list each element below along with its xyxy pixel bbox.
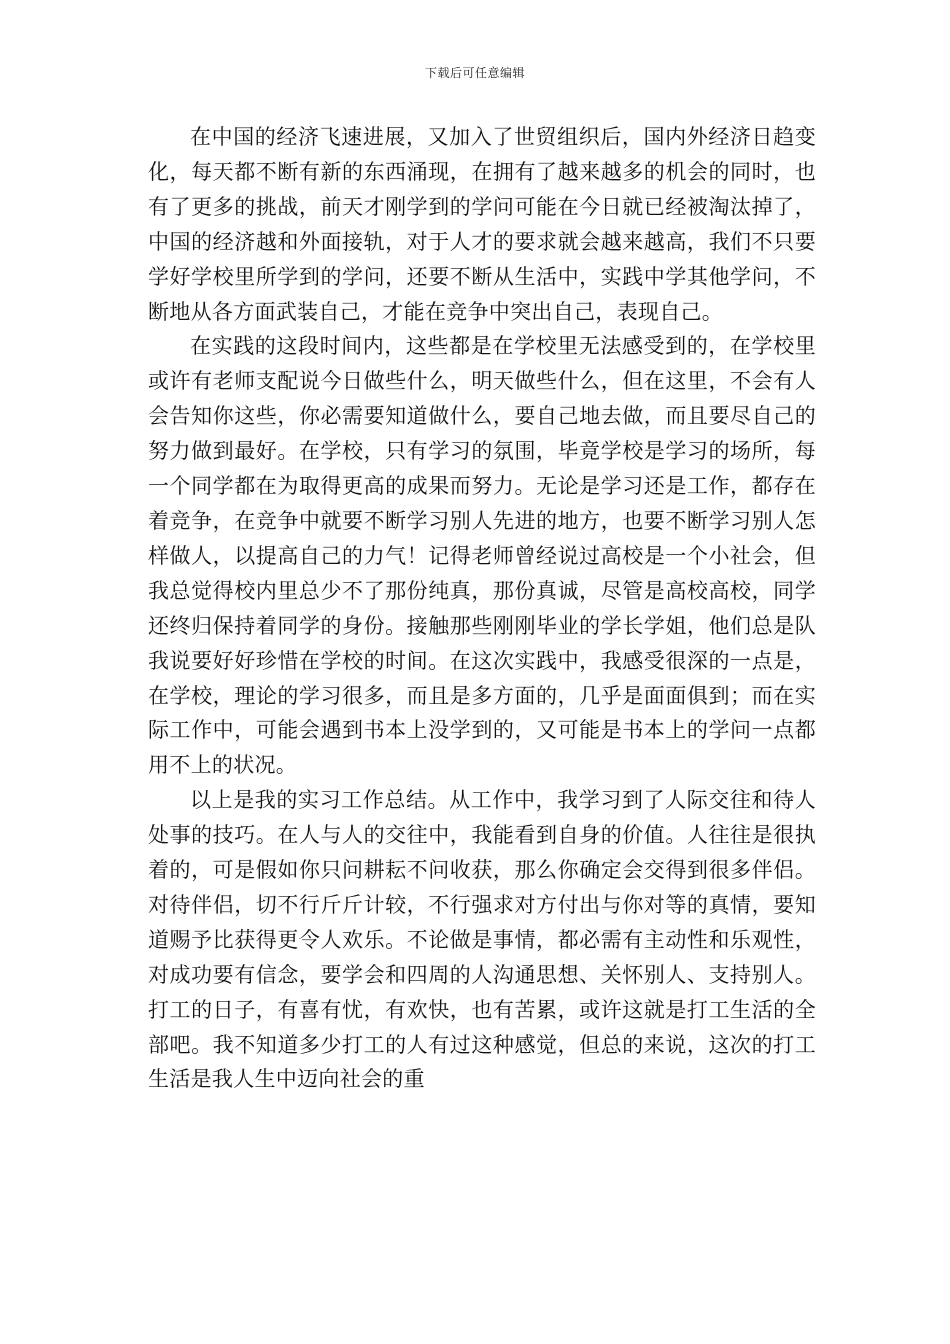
paragraph-2: 在实践的这段时间内，这些都是在学校里无法感受到的，在学校里或许有老师支配说今日做些什么，明天做些什么，但在这里，不会有人会告知你这些，你必需要知道做什么，要自己地去做，而且要尽自己的努力做到最好。在学校，只有学习的氛围，毕竟学校是学习的场所，每一个同学都在为取得更高的成果而努力。无论是学习还是工作，都存在着竞争，在竞争中就要不断学习别人先进的地方，也要不断学习别人怎样做人，以提高自己的力气！记得老师曾经说过高校是一个小社会，但我总觉得校内里总少不了那份纯真，那份真诚，尽管是高校高校，同学还终归保持着同学的身份。接触那些刚刚毕业的学长学姐，他们总是队我说要好好珍惜在学校的时间。在这次实践中，我感受很深的一点是，在学校，理论的学习很多，而且是多方面的，几乎是面面俱到；而在实际工作中，可能会遇到书本上没学到的，又可能是书本上的学问一点都用不上的状况。	[148, 334, 816, 778]
paragraph-3: 以上是我的实习工作总结。从工作中，我学习到了人际交往和待人处事的技巧。在人与人的交往中，我能看到自身的价值。人往往是很执着的，可是假如你只问耕耘不问收获，那么你确定会交得到很多伴侣。对待伴侣，切不行斤斤计较，不行强求对方付出与你对等的真情，要知道赐予比获得更令人欢乐。不论做是事情，都必需有主动性和乐观性，对成功要有信念，要学会和四周的人沟通思想、关怀别人、支持别人。打工的日子，有喜有忧，有欢快，也有苦累，或许这就是打工生活的全部吧。我不知道多少打工的人有过这种感觉，但总的来说，这次的打工生活是我人生中迈向社会的重	[148, 788, 816, 1092]
document-body	[148, 120, 816, 1097]
page-header: 下载后可任意编辑	[424, 66, 525, 80]
paragraph-1: 在中国的经济飞速进展，又加入了世贸组织后，国内外经济日趋变化，每天都不断有新的东西涌现，在拥有了越来越多的机会的同时，也有了更多的挑战，前天才刚学到的学问可能在今日就已经被淘汰掉了，中国的经济越和外面接轨，对于人才的要求就会越来越高，我们不只要学好学校里所学到的学问，还要不断从生活中，实践中学其他学问，不断地从各方面武装自己，才能在竞争中突出自己，表现自己。	[148, 125, 816, 324]
